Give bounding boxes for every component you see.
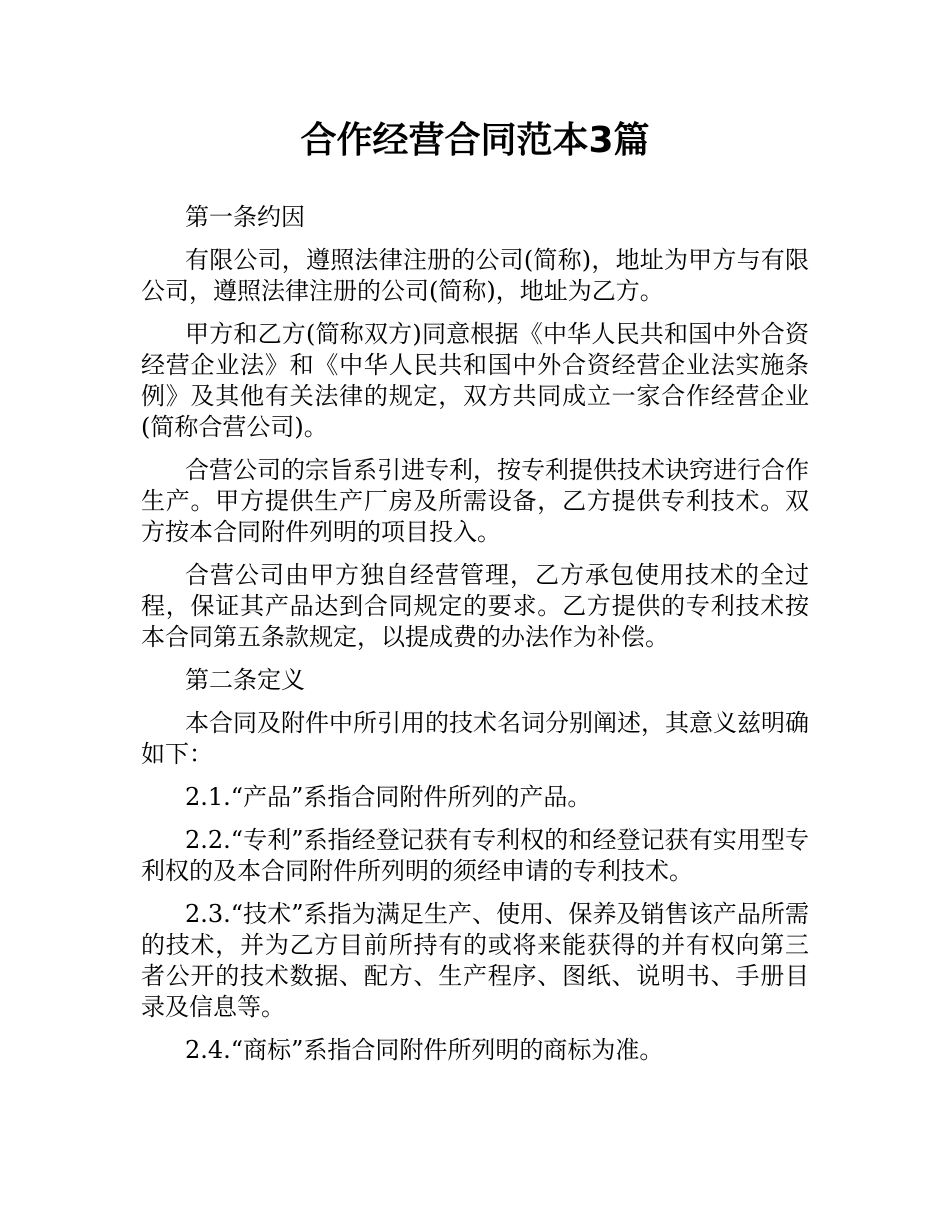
section-heading-1: 第一条约因 bbox=[185, 203, 305, 231]
definition-item: 2.4.“商标”系指合同附件所列明的商标为准。 bbox=[185, 1036, 664, 1064]
paragraph: 合营公司的宗旨系引进专利，按专利提供技术诀窍进行合作生产。甲方提供生产厂房及所需设备，乙方提供专利技术。双方按本合同附件列明的项目投入。 bbox=[141, 456, 809, 546]
paragraph: 有限公司，遵照法律注册的公司(简称)，地址为甲方与有限公司，遵照法律注册的公司(简称)，地址为乙方。 bbox=[141, 246, 809, 305]
paragraph: 本合同及附件中所引用的技术名词分别阐述，其意义兹明确如下： bbox=[141, 709, 809, 768]
definition-item: 2.2.“专利”系指经登记获有专利权的和经登记获有实用型专利权的及本合同附件所列明的须经申请的专利技术。 bbox=[141, 826, 809, 885]
paragraph: 合营公司由甲方独自经营管理，乙方承包使用技术的全过程，保证其产品达到合同规定的要求。乙方提供的专利技术按本合同第五条款规定，以提成费的办法作为补偿。 bbox=[141, 561, 809, 651]
document-body bbox=[141, 202, 809, 1078]
document-title: 合作经营合同范本3篇 bbox=[300, 120, 650, 161]
paragraph: 甲方和乙方(简称双方)同意根据《中华人民共和国中外合资经营企业法》和《中华人民共和国中外合资经营企业法实施条例》及其他有关法律的规定，双方共同成立一家合作经营企业(简称合营公司)。 bbox=[141, 320, 809, 441]
section-heading-2: 第二条定义 bbox=[185, 666, 305, 694]
definition-item: 2.1.“产品”系指合同附件所列的产品。 bbox=[185, 783, 592, 811]
definition-item: 2.3.“技术”系指为满足生产、使用、保养及销售该产品所需的技术，并为乙方目前所持有的或将来能获得的并有权向第三者公开的技术数据、配方、生产程序、图纸、说明书、手册目录及信息等。 bbox=[141, 900, 809, 1021]
